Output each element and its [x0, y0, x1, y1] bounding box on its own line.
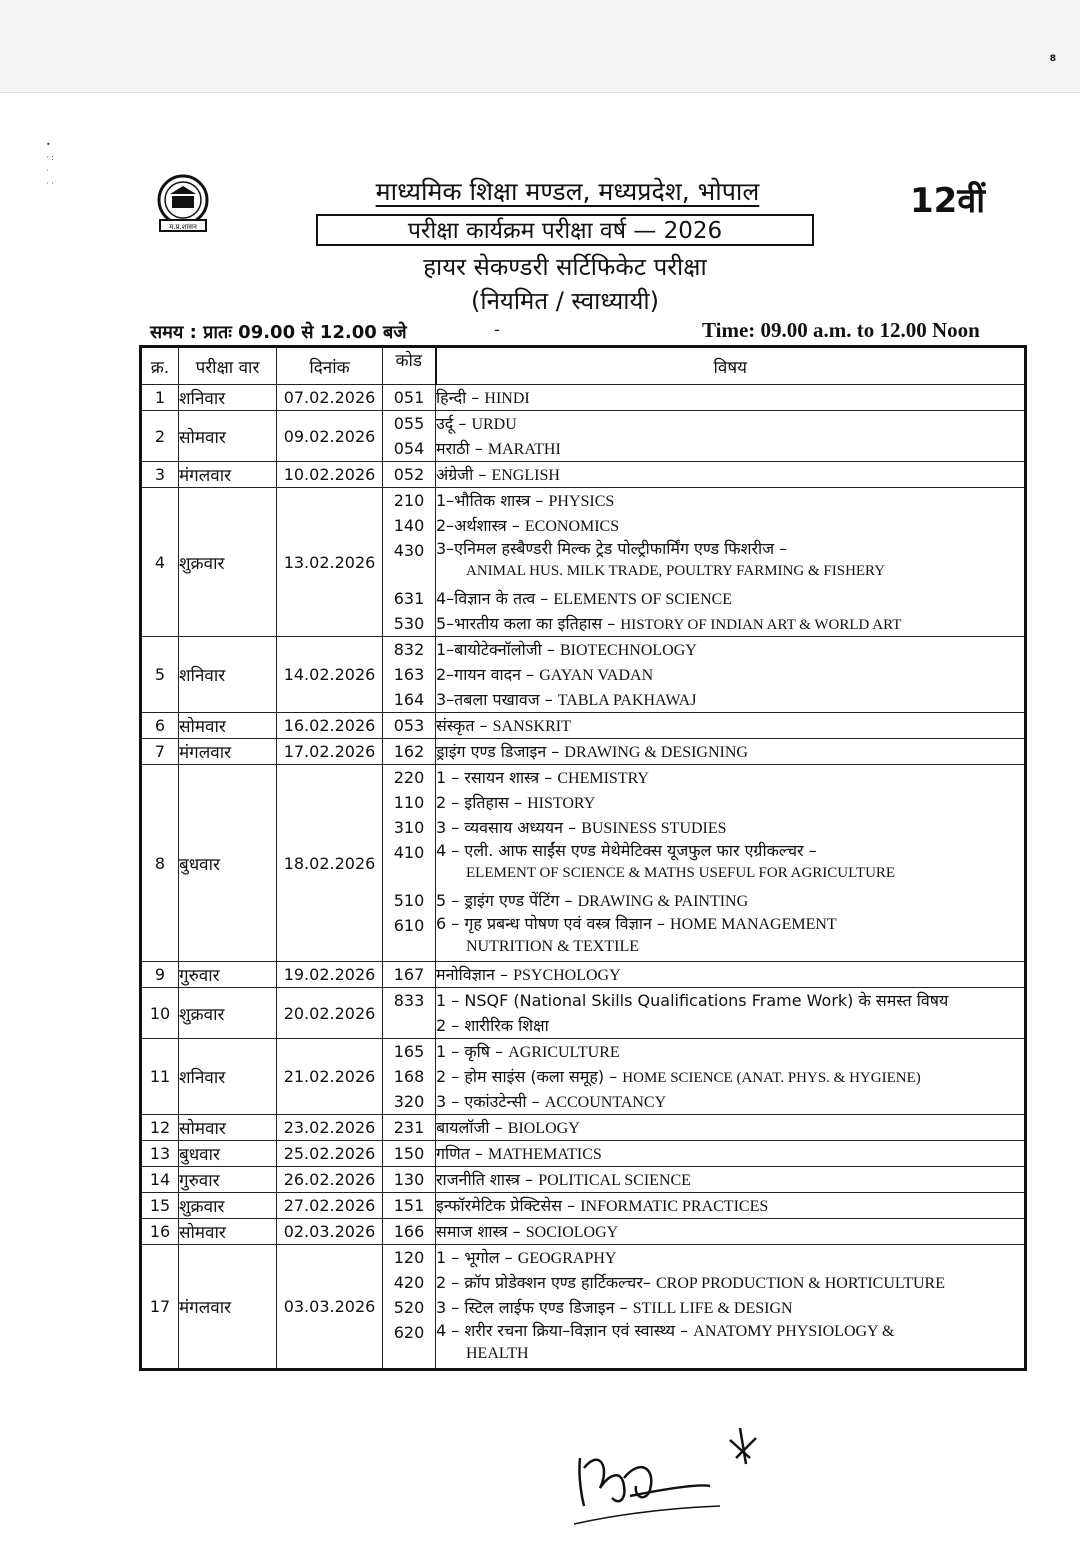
time-english: Time: 09.00 a.m. to 12.00 Noon — [702, 318, 980, 342]
cell-sn: 3 — [141, 462, 179, 488]
subject-hindi: 3 – स्टिल लाईफ एण्ड डिजाइन – — [436, 1298, 628, 1317]
cell-day: शुक्रवार — [179, 488, 277, 637]
col-header-date: दिनांक — [277, 347, 383, 385]
table-row — [141, 1245, 1026, 1370]
cell-sn: 6 — [141, 713, 179, 739]
cell-subjects — [436, 739, 1026, 765]
subject-code: 832 — [393, 640, 425, 659]
col-header-sn: क्र. — [141, 347, 179, 385]
exam-schedule-table — [139, 345, 1027, 1371]
subject-code: 631 — [393, 589, 425, 608]
subject-line — [436, 1115, 1024, 1140]
subject-english: DRAWING & DESIGNING — [564, 744, 748, 761]
subject-english: HISTORY — [527, 795, 596, 812]
board-name: माध्यमिक शिक्षा मण्डल, मध्यप्रदेश, भोपाल — [375, 177, 760, 206]
cell-subjects — [436, 1039, 1026, 1115]
cell-subjects — [436, 488, 1026, 637]
subject-hindi: 6 – गृह प्रबन्ध पोषण एवं वस्त्र विज्ञान – — [436, 914, 665, 933]
subject-line — [436, 1193, 1024, 1218]
scan-speckles: • · : · · · — [46, 140, 54, 188]
cell-codes — [383, 713, 436, 739]
emblem-text: म.प्र.शासन — [169, 223, 197, 231]
subject-english: ELEMENT OF SCIENCE & MATHS USEFUL FOR AGRICULTURE — [466, 865, 896, 881]
board-emblem-icon — [150, 172, 216, 234]
subject-hindi: उर्दू – — [436, 414, 467, 433]
viewer-top-bar — [0, 0, 1080, 92]
cell-day: सोमवार — [179, 411, 277, 462]
cell-date: 18.02.2026 — [277, 765, 383, 962]
table-row — [141, 713, 1026, 739]
cell-codes — [383, 765, 436, 962]
subject-hindi: 5–भारतीय कला का इतिहास – — [436, 614, 616, 633]
subject-english: ANATOMY PHYSIOLOGY & — [693, 1323, 895, 1340]
subject-code: 520 — [393, 1298, 425, 1317]
cell-date: 07.02.2026 — [277, 385, 383, 411]
cell-date: 13.02.2026 — [277, 488, 383, 637]
cell-date: 20.02.2026 — [277, 988, 383, 1039]
table-row — [141, 1141, 1026, 1167]
cell-day: मंगलवार — [179, 1245, 277, 1370]
subject-hindi: संस्कृत – — [436, 716, 488, 735]
cell-codes — [383, 1115, 436, 1141]
subject-code: 165 — [393, 1042, 425, 1061]
col-header-subject: विषय — [436, 347, 1026, 385]
cell-day: शुक्रवार — [179, 988, 277, 1039]
subject-code: 054 — [393, 439, 425, 458]
cell-date: 14.02.2026 — [277, 637, 383, 713]
subject-hindi: राजनीति शास्त्र – — [436, 1170, 534, 1189]
subject-code: 055 — [393, 414, 425, 433]
cell-sn: 1 — [141, 385, 179, 411]
subject-hindi: मनोविज्ञान – — [436, 965, 508, 984]
table-row — [141, 739, 1026, 765]
cell-subjects — [436, 1245, 1026, 1370]
subject-line — [436, 611, 1024, 636]
subject-line — [436, 1167, 1024, 1192]
subject-english: STILL LIFE & DESIGN — [632, 1300, 793, 1317]
cell-date: 09.02.2026 — [277, 411, 383, 462]
table-header-row — [141, 347, 1026, 385]
subject-hindi: हिन्दी – — [436, 388, 480, 407]
program-title: परीक्षा कार्यक्रम परीक्षा वर्ष — 2026 — [316, 214, 814, 246]
subject-hindi: ड्राइंग एण्ड डिजाइन – — [436, 742, 560, 761]
subject-code: 168 — [393, 1067, 425, 1086]
subject-line — [436, 765, 1024, 790]
cell-sn: 16 — [141, 1219, 179, 1245]
subject-hindi: मराठी – — [436, 439, 483, 458]
subject-hindi: 4 – एली. आफ साईंस एण्ड मेथेमेटिक्स यूजफुल फार एग्रीकल्चर – — [436, 841, 817, 860]
cell-day: शनिवार — [179, 385, 277, 411]
cell-day: गुरुवार — [179, 962, 277, 988]
cell-subjects — [436, 385, 1026, 411]
subject-hindi: 3 – एकांउटेन्सी – — [436, 1092, 540, 1111]
subject-code: 140 — [393, 516, 425, 535]
subject-code — [383, 1013, 435, 1038]
cell-day: बुधवार — [179, 1141, 277, 1167]
subject-line — [436, 687, 1024, 712]
subject-line — [436, 713, 1024, 738]
table-row — [141, 637, 1026, 713]
table-row — [141, 765, 1026, 962]
cell-date: 21.02.2026 — [277, 1039, 383, 1115]
cell-day: सोमवार — [179, 1115, 277, 1141]
cell-subjects — [436, 962, 1026, 988]
subject-english: GAYAN VADAN — [539, 667, 654, 684]
subject-code: 220 — [393, 768, 425, 787]
cell-codes — [383, 1141, 436, 1167]
cell-sn: 5 — [141, 637, 179, 713]
subject-line — [436, 1064, 1024, 1089]
signature-mark — [560, 1428, 800, 1528]
subject-hindi: 3 – व्यवसाय अध्ययन – — [436, 818, 577, 837]
cell-date: 17.02.2026 — [277, 739, 383, 765]
cell-sn: 2 — [141, 411, 179, 462]
subject-line — [436, 411, 1024, 436]
subject-code: 151 — [393, 1196, 425, 1215]
subject-english: MARATHI — [487, 441, 561, 458]
subject-line — [436, 1219, 1024, 1244]
subject-code: 833 — [393, 991, 425, 1010]
cell-codes — [383, 637, 436, 713]
subject-english: BUSINESS STUDIES — [581, 820, 727, 837]
cell-date: 27.02.2026 — [277, 1193, 383, 1219]
subject-code: 167 — [393, 965, 425, 984]
subject-english: PSYCHOLOGY — [513, 967, 621, 984]
subject-hindi: गणित – — [436, 1144, 483, 1163]
subject-line — [436, 1013, 1024, 1038]
subject-english: BIOTECHNOLOGY — [559, 642, 697, 659]
subject-line — [436, 385, 1024, 410]
subject-hindi: 3–तबला पखावज – — [436, 690, 553, 709]
subject-line — [436, 815, 1024, 840]
cell-codes — [383, 988, 436, 1039]
cell-subjects — [436, 1193, 1026, 1219]
subject-line — [436, 1295, 1024, 1320]
cell-codes — [383, 739, 436, 765]
subject-hindi: इन्फॉरमेटिक प्रेक्टिसेस – — [436, 1196, 576, 1215]
subject-english-continued: NUTRITION & TEXTILE — [466, 938, 639, 955]
subject-code: 051 — [393, 388, 425, 407]
subject-hindi: 2 – क्रॉप प्रोडेक्शन एण्ड हार्टिकल्चर– — [436, 1273, 651, 1292]
subject-hindi: 2–अर्थशास्त्र – — [436, 516, 520, 535]
subject-line — [436, 1270, 1024, 1295]
subject-english: MATHEMATICS — [488, 1146, 602, 1163]
subject-english: SOCIOLOGY — [525, 1224, 619, 1241]
subject-english: HOME MANAGEMENT — [670, 916, 837, 933]
cell-codes — [383, 1219, 436, 1245]
subject-code: 510 — [393, 891, 425, 910]
subject-hindi: 3–एनिमल हस्बैण्डरी मिल्क ट्रेड पोल्ट्रीफार्मिंग एण्ड फिशरीज – — [436, 539, 788, 558]
subject-hindi: अंग्रेजी – — [436, 465, 487, 484]
subject-code: 150 — [393, 1144, 425, 1163]
subject-english: ECONOMICS — [524, 518, 620, 535]
subject-line — [436, 462, 1024, 487]
col-header-day: परीक्षा वार — [179, 347, 277, 385]
subject-hindi: 1–भौतिक शास्त्र – — [436, 491, 544, 510]
cell-date: 03.03.2026 — [277, 1245, 383, 1370]
subject-code: 210 — [393, 491, 425, 510]
subject-line — [436, 1039, 1024, 1064]
subject-code: 130 — [393, 1170, 425, 1189]
exam-type: (नियमित / स्वाध्यायी) — [471, 287, 659, 315]
cell-day: शनिवार — [179, 637, 277, 713]
subject-hindi: 1 – NSQF (National Skills Qualifications Frame Work) के समस्त विषय — [436, 991, 949, 1010]
table-row — [141, 411, 1026, 462]
subject-hindi: 2 – इतिहास – — [436, 793, 523, 812]
table-row — [141, 1219, 1026, 1245]
subject-line — [436, 637, 1024, 662]
subject-code: 530 — [393, 614, 425, 633]
subject-line — [436, 436, 1024, 461]
subject-code: 164 — [393, 690, 425, 709]
subject-hindi: 4–विज्ञान के तत्व – — [436, 589, 549, 608]
cell-subjects — [436, 1141, 1026, 1167]
subject-english: ANIMAL HUS. MILK TRADE, POULTRY FARMING & FISHERY — [466, 563, 886, 579]
cell-day: बुधवार — [179, 765, 277, 962]
cell-subjects — [436, 988, 1026, 1039]
subject-code: 420 — [393, 1273, 425, 1292]
exam-name: हायर सेकण्डरी सर्टिफिकेट परीक्षा — [423, 253, 707, 281]
cell-date: 19.02.2026 — [277, 962, 383, 988]
cell-sn: 13 — [141, 1141, 179, 1167]
subject-code: 110 — [393, 793, 425, 812]
subject-english: BIOLOGY — [507, 1120, 580, 1137]
subject-line — [436, 1141, 1024, 1166]
subject-code: 320 — [393, 1092, 425, 1111]
subject-english: TABLA PAKHAWAJ — [557, 692, 697, 709]
subject-line — [436, 488, 1024, 513]
col-header-code: कोड — [383, 347, 436, 385]
subject-code: 166 — [393, 1222, 425, 1241]
cell-codes — [383, 411, 436, 462]
subject-english: CROP PRODUCTION & HORTICULTURE — [655, 1275, 945, 1292]
subject-line — [436, 739, 1024, 764]
subject-english: CHEMISTRY — [557, 770, 649, 787]
subject-english: DRAWING & PAINTING — [577, 893, 749, 910]
cell-date: 26.02.2026 — [277, 1167, 383, 1193]
subject-line — [436, 913, 1024, 961]
subject-code: 052 — [393, 465, 425, 484]
subject-english: HISTORY OF INDIAN ART & WORLD ART — [620, 617, 902, 633]
subject-code: 620 — [393, 1323, 425, 1342]
cell-sn: 17 — [141, 1245, 179, 1370]
cell-sn: 4 — [141, 488, 179, 637]
cell-codes — [383, 385, 436, 411]
subject-english: ELEMENTS OF SCIENCE — [553, 591, 733, 608]
subject-hindi: 1 – कृषि – — [436, 1042, 504, 1061]
table-row — [141, 385, 1026, 411]
table-row — [141, 1167, 1026, 1193]
subject-line — [436, 586, 1024, 611]
subject-english: ACCOUNTANCY — [544, 1094, 667, 1111]
subject-line — [436, 513, 1024, 538]
subject-english: HOME SCIENCE (ANAT. PHYS. & HYGIENE) — [622, 1070, 921, 1086]
subject-english: POLITICAL SCIENCE — [538, 1172, 691, 1189]
subject-line — [436, 840, 1024, 888]
subject-code: 430 — [393, 541, 425, 560]
cell-sn: 10 — [141, 988, 179, 1039]
cell-sn: 7 — [141, 739, 179, 765]
cell-codes — [383, 962, 436, 988]
cell-date: 02.03.2026 — [277, 1219, 383, 1245]
cell-subjects — [436, 1167, 1026, 1193]
cell-sn: 14 — [141, 1167, 179, 1193]
cell-codes — [383, 1167, 436, 1193]
cell-day: शुक्रवार — [179, 1193, 277, 1219]
cell-subjects — [436, 1219, 1026, 1245]
subject-hindi: समाज शास्त्र – — [436, 1222, 521, 1241]
table-row — [141, 962, 1026, 988]
subject-hindi: 1 – भूगोल – — [436, 1248, 513, 1267]
subject-hindi: 2–गायन वादन – — [436, 665, 535, 684]
cell-day: गुरुवार — [179, 1167, 277, 1193]
cell-codes — [383, 1245, 436, 1370]
cell-day: सोमवार — [179, 1219, 277, 1245]
cell-codes — [383, 1193, 436, 1219]
subject-code: 310 — [393, 818, 425, 837]
subject-code: 053 — [393, 716, 425, 735]
subject-code: 162 — [393, 742, 425, 761]
table-row — [141, 1115, 1026, 1141]
cell-codes — [383, 1039, 436, 1115]
subject-line — [436, 1320, 1024, 1368]
table-row — [141, 1039, 1026, 1115]
cell-subjects — [436, 765, 1026, 962]
subject-code: 120 — [393, 1248, 425, 1267]
cell-sn: 12 — [141, 1115, 179, 1141]
subject-line — [436, 1089, 1024, 1114]
class-label: 12वीं — [910, 181, 986, 221]
subject-hindi: 2 – होम साइंस (कला समूह) – — [436, 1067, 618, 1086]
subject-english: GEOGRAPHY — [517, 1250, 617, 1267]
table-row — [141, 462, 1026, 488]
cell-codes — [383, 462, 436, 488]
cell-date: 25.02.2026 — [277, 1141, 383, 1167]
subject-hindi: बायलॉजी – — [436, 1118, 503, 1137]
cell-sn: 9 — [141, 962, 179, 988]
subject-english: HINDI — [484, 390, 530, 407]
subject-hindi: 5 – ड्राइंग एण्ड पेंटिंग – — [436, 891, 573, 910]
subject-english: PHYSICS — [548, 493, 615, 510]
cell-date: 10.02.2026 — [277, 462, 383, 488]
cell-sn: 8 — [141, 765, 179, 962]
subject-code: 163 — [393, 665, 425, 684]
subject-english-continued: HEALTH — [466, 1345, 529, 1362]
subject-line — [436, 988, 1024, 1013]
cell-subjects — [436, 1115, 1026, 1141]
cell-sn: 11 — [141, 1039, 179, 1115]
table-row — [141, 1193, 1026, 1219]
subject-english: AGRICULTURE — [508, 1044, 620, 1061]
subject-line — [436, 662, 1024, 687]
cell-date: 16.02.2026 — [277, 713, 383, 739]
subject-line — [436, 790, 1024, 815]
subject-line — [436, 962, 1024, 987]
subject-code: 410 — [393, 843, 425, 862]
subject-english: ENGLISH — [491, 467, 560, 484]
subject-code: 610 — [393, 916, 425, 935]
subject-english: INFORMATIC PRACTICES — [580, 1198, 769, 1215]
subject-hindi: 4 – शरीर रचना क्रिया–विज्ञान एवं स्वास्थ्य – — [436, 1321, 689, 1340]
cell-day: मंगलवार — [179, 462, 277, 488]
time-hindi: समय : प्रातः 09.00 से 12.00 बजे — [150, 322, 407, 343]
subject-line — [436, 538, 1024, 586]
page-number: 8 — [1049, 54, 1056, 64]
cell-codes — [383, 488, 436, 637]
cell-day: शनिवार — [179, 1039, 277, 1115]
cell-sn: 15 — [141, 1193, 179, 1219]
subject-code: 231 — [393, 1118, 425, 1137]
cell-day: सोमवार — [179, 713, 277, 739]
time-separator: - — [494, 320, 500, 339]
subject-line — [436, 888, 1024, 913]
subject-english: SANSKRIT — [492, 718, 571, 735]
table-row — [141, 488, 1026, 637]
subject-hindi: 2 – शारीरिक शिक्षा — [436, 1016, 549, 1035]
subject-hindi: 1–बायोटेक्नॉलोजी – — [436, 640, 555, 659]
table-row — [141, 988, 1026, 1039]
subject-line — [436, 1245, 1024, 1270]
cell-subjects — [436, 411, 1026, 462]
cell-subjects — [436, 462, 1026, 488]
cell-subjects — [436, 637, 1026, 713]
subject-hindi: 1 – रसायन शास्त्र – — [436, 768, 553, 787]
subject-english: URDU — [471, 416, 517, 433]
cell-subjects — [436, 713, 1026, 739]
cell-day: मंगलवार — [179, 739, 277, 765]
cell-date: 23.02.2026 — [277, 1115, 383, 1141]
